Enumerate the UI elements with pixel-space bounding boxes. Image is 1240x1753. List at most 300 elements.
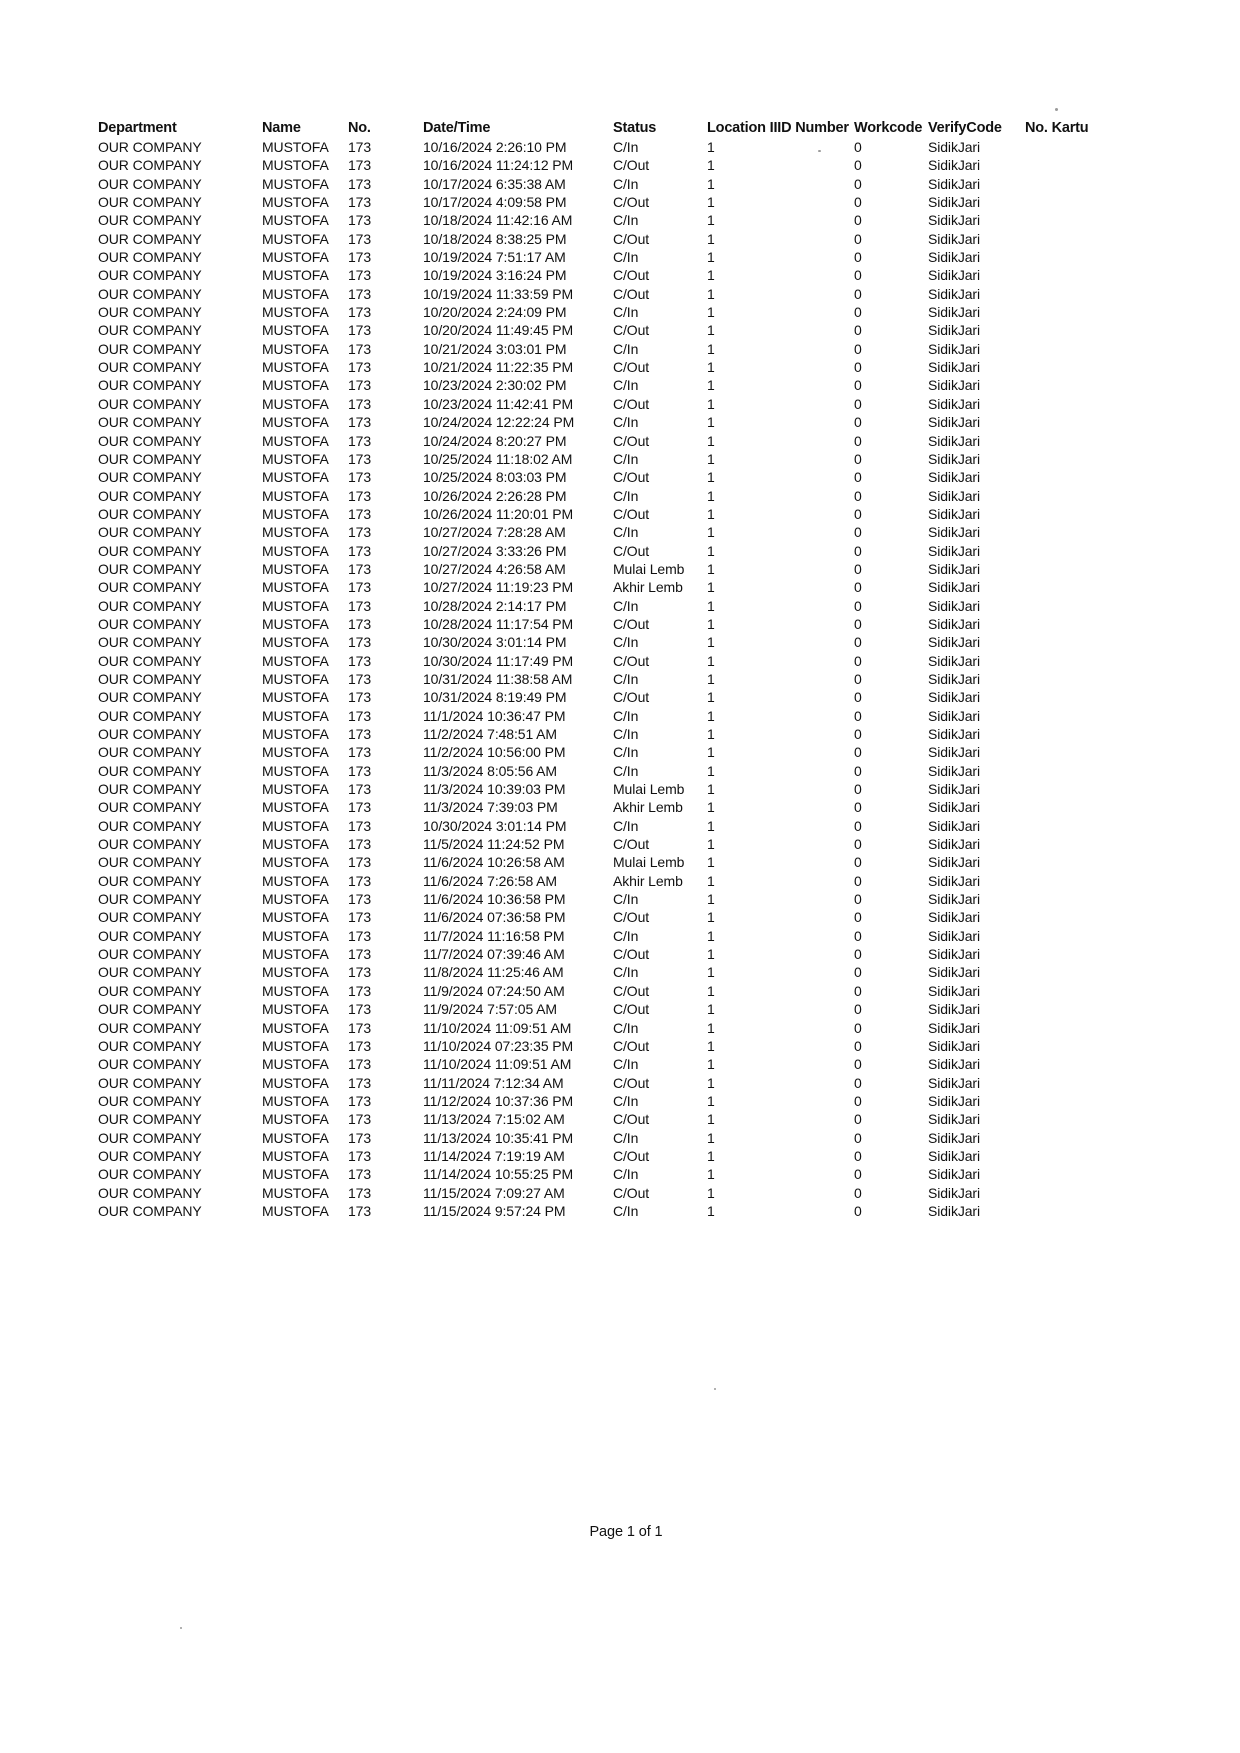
cell-department: OUR COMPANY: [98, 1092, 202, 1109]
cell-name: MUSTOFA: [262, 212, 329, 229]
cell-verifycode: SidikJari: [928, 524, 981, 541]
table-row: [98, 230, 1098, 248]
cell-location-id: 1: [707, 1001, 715, 1018]
cell-verifycode: SidikJari: [928, 964, 981, 981]
cell-workcode: 0: [854, 267, 862, 284]
cell-no-kartu: [1025, 982, 1098, 1000]
cell-datetime: 11/2/2024 7:48:51 AM: [423, 726, 557, 742]
cell-datetime: 10/19/2024 7:51:17 AM: [423, 249, 566, 266]
cell-verifycode: SidikJari: [928, 1147, 981, 1164]
cell-datetime: 11/11/2024 7:12:34 AM: [423, 1074, 564, 1091]
scan-speck: [714, 1388, 716, 1390]
cell-location-id: 1: [707, 1074, 715, 1091]
cell-name: MUSTOFA: [262, 726, 329, 742]
cell-verifycode: SidikJari: [928, 139, 981, 155]
cell-datetime: 10/24/2024 8:20:27 PM: [423, 432, 567, 449]
table-row: [98, 193, 1098, 211]
cell-department: OUR COMPANY: [98, 322, 202, 339]
table-row: [98, 652, 1098, 670]
cell-status: C/In: [613, 249, 639, 266]
cell-department: OUR COMPANY: [98, 670, 202, 687]
page-number-label: Page 1 of 1: [589, 1524, 663, 1540]
table-row: [98, 542, 1098, 560]
cell-no: 173: [348, 891, 372, 908]
cell-workcode: 0: [854, 487, 862, 504]
table-row: [98, 908, 1098, 926]
cell-verifycode: SidikJari: [928, 689, 981, 706]
cell-verifycode: SidikJari: [928, 726, 981, 742]
cell-workcode: 0: [854, 762, 862, 779]
cell-verifycode: SidikJari: [928, 982, 981, 999]
table-row: [98, 1055, 1098, 1073]
cell-department: OUR COMPANY: [98, 597, 202, 614]
cell-workcode: 0: [854, 707, 862, 724]
cell-workcode: 0: [854, 836, 862, 853]
cell-verifycode: SidikJari: [928, 909, 981, 926]
cell-no: 173: [348, 579, 372, 596]
cell-name: MUSTOFA: [262, 707, 329, 724]
cell-name: MUSTOFA: [262, 194, 329, 211]
cell-no: 173: [348, 1184, 372, 1201]
cell-no-kartu: [1025, 945, 1098, 963]
cell-workcode: 0: [854, 340, 862, 357]
cell-verifycode: SidikJari: [928, 340, 981, 357]
cell-status: C/In: [613, 744, 639, 761]
cell-workcode: 0: [854, 1111, 862, 1128]
table-row: [98, 303, 1098, 321]
cell-no-kartu: [1025, 1074, 1098, 1092]
cell-department: OUR COMPANY: [98, 1019, 202, 1036]
cell-workcode: 0: [854, 909, 862, 926]
cell-verifycode: SidikJari: [928, 762, 981, 779]
cell-name: MUSTOFA: [262, 542, 329, 559]
cell-no-kartu: [1025, 1092, 1098, 1110]
cell-no-kartu: [1025, 303, 1098, 321]
cell-no-kartu: [1025, 468, 1098, 486]
cell-verifycode: SidikJari: [928, 1092, 981, 1109]
cell-workcode: 0: [854, 505, 862, 522]
cell-location-id: 1: [707, 652, 715, 669]
cell-workcode: 0: [854, 982, 862, 999]
table-row: [98, 156, 1098, 174]
cell-department: OUR COMPANY: [98, 469, 202, 486]
cell-datetime: 11/9/2024 07:24:50 AM: [423, 982, 565, 999]
cell-verifycode: SidikJari: [928, 652, 981, 669]
cell-no: 173: [348, 652, 372, 669]
cell-status: C/In: [613, 1129, 639, 1146]
cell-verifycode: SidikJari: [928, 744, 981, 761]
cell-no: 173: [348, 597, 372, 614]
cell-status: C/Out: [613, 909, 650, 926]
cell-workcode: 0: [854, 817, 862, 834]
cell-name: MUSTOFA: [262, 1166, 329, 1183]
cell-workcode: 0: [854, 1166, 862, 1183]
cell-location-id: 1: [707, 377, 715, 394]
cell-location-id: 1: [707, 1202, 715, 1219]
cell-verifycode: SidikJari: [928, 670, 981, 687]
cell-workcode: 0: [854, 670, 862, 687]
cell-no: 173: [348, 1202, 372, 1219]
cell-location-id: 1: [707, 414, 715, 431]
cell-department: OUR COMPANY: [98, 212, 202, 229]
cell-status: C/Out: [613, 836, 650, 853]
cell-location-id: 1: [707, 304, 715, 321]
cell-verifycode: SidikJari: [928, 542, 981, 559]
cell-verifycode: SidikJari: [928, 230, 981, 247]
cell-datetime: 11/6/2024 7:26:58 AM: [423, 872, 557, 889]
cell-location-id: 1: [707, 927, 715, 944]
cell-no-kartu: [1025, 560, 1098, 578]
cell-datetime: 11/8/2024 11:25:46 AM: [423, 964, 564, 981]
cell-no-kartu: [1025, 413, 1098, 431]
table-row: [98, 597, 1098, 615]
cell-no: 173: [348, 139, 372, 155]
cell-status: C/Out: [613, 395, 650, 412]
cell-datetime: 10/31/2024 11:38:58 AM: [423, 670, 573, 687]
table-row: [98, 670, 1098, 688]
cell-workcode: 0: [854, 359, 862, 376]
cell-workcode: 0: [854, 560, 862, 577]
cell-department: OUR COMPANY: [98, 1111, 202, 1128]
cell-no-kartu: [1025, 652, 1098, 670]
cell-name: MUSTOFA: [262, 670, 329, 687]
table-row: [98, 340, 1098, 358]
cell-workcode: 0: [854, 1184, 862, 1201]
table-row: [98, 138, 1098, 156]
cell-verifycode: SidikJari: [928, 799, 981, 816]
cell-location-id: 1: [707, 432, 715, 449]
cell-workcode: 0: [854, 322, 862, 339]
cell-department: OUR COMPANY: [98, 1001, 202, 1018]
cell-name: MUSTOFA: [262, 1184, 329, 1201]
cell-department: OUR COMPANY: [98, 524, 202, 541]
table-row: [98, 450, 1098, 468]
cell-department: OUR COMPANY: [98, 689, 202, 706]
cell-no: 173: [348, 1037, 372, 1054]
cell-datetime: 10/21/2024 11:22:35 PM: [423, 359, 574, 376]
cell-no-kartu: [1025, 542, 1098, 560]
cell-location-id: 1: [707, 157, 715, 174]
cell-no-kartu: [1025, 1184, 1098, 1202]
cell-verifycode: SidikJari: [928, 359, 981, 376]
header-location-id-number: Location IIID Number: [707, 120, 849, 136]
header-status: Status: [613, 120, 657, 136]
cell-name: MUSTOFA: [262, 524, 329, 541]
cell-no-kartu: [1025, 1202, 1098, 1220]
cell-no-kartu: [1025, 1110, 1098, 1128]
cell-datetime: 10/30/2024 3:01:14 PM: [423, 817, 567, 834]
cell-datetime: 10/31/2024 8:19:49 PM: [423, 689, 567, 706]
cell-no-kartu: [1025, 908, 1098, 926]
cell-location-id: 1: [707, 322, 715, 339]
cell-status: C/Out: [613, 1147, 650, 1164]
cell-verifycode: SidikJari: [928, 1037, 981, 1054]
cell-department: OUR COMPANY: [98, 432, 202, 449]
cell-verifycode: SidikJari: [928, 304, 981, 321]
table-row: [98, 872, 1098, 890]
cell-no: 173: [348, 359, 372, 376]
cell-department: OUR COMPANY: [98, 377, 202, 394]
cell-department: OUR COMPANY: [98, 836, 202, 853]
cell-no: 173: [348, 762, 372, 779]
table-row: [98, 1202, 1098, 1220]
table-row: [98, 321, 1098, 339]
cell-datetime: 11/1/2024 10:36:47 PM: [423, 707, 566, 724]
cell-no-kartu: [1025, 872, 1098, 890]
cell-no: 173: [348, 982, 372, 999]
cell-verifycode: SidikJari: [928, 212, 981, 229]
cell-department: OUR COMPANY: [98, 652, 202, 669]
cell-datetime: 11/6/2024 10:26:58 AM: [423, 854, 565, 871]
cell-status: Mulai Lemb: [613, 560, 685, 577]
cell-no: 173: [348, 157, 372, 174]
cell-no: 173: [348, 1074, 372, 1091]
cell-department: OUR COMPANY: [98, 854, 202, 871]
cell-name: MUSTOFA: [262, 799, 329, 816]
cell-workcode: 0: [854, 1092, 862, 1109]
cell-name: MUSTOFA: [262, 414, 329, 431]
cell-status: Akhir Lemb: [613, 872, 683, 889]
cell-no: 173: [348, 781, 372, 798]
cell-department: OUR COMPANY: [98, 450, 202, 467]
cell-no: 173: [348, 615, 372, 632]
cell-datetime: 10/19/2024 3:16:24 PM: [423, 267, 567, 284]
cell-location-id: 1: [707, 249, 715, 266]
cell-location-id: 1: [707, 707, 715, 724]
cell-location-id: 1: [707, 964, 715, 981]
cell-datetime: 11/7/2024 07:39:46 AM: [423, 946, 565, 963]
cell-location-id: 1: [707, 194, 715, 211]
cell-location-id: 1: [707, 267, 715, 284]
cell-no-kartu: [1025, 890, 1098, 908]
cell-datetime: 10/25/2024 11:18:02 AM: [423, 450, 573, 467]
cell-verifycode: SidikJari: [928, 927, 981, 944]
table-header: [98, 118, 1098, 138]
cell-workcode: 0: [854, 872, 862, 889]
cell-datetime: 10/30/2024 3:01:14 PM: [423, 634, 567, 651]
cell-name: MUSTOFA: [262, 762, 329, 779]
cell-status: C/In: [613, 377, 639, 394]
cell-no-kartu: [1025, 615, 1098, 633]
cell-status: C/In: [613, 1019, 639, 1036]
cell-location-id: 1: [707, 505, 715, 522]
cell-verifycode: SidikJari: [928, 1019, 981, 1036]
cell-status: C/Out: [613, 285, 650, 302]
cell-verifycode: SidikJari: [928, 615, 981, 632]
table-row: [98, 780, 1098, 798]
cell-department: OUR COMPANY: [98, 1129, 202, 1146]
cell-status: C/In: [613, 817, 639, 834]
cell-no-kartu: [1025, 798, 1098, 816]
cell-status: C/Out: [613, 615, 650, 632]
cell-no-kartu: [1025, 633, 1098, 651]
table-row: [98, 1184, 1098, 1202]
cell-no: 173: [348, 1001, 372, 1018]
cell-verifycode: SidikJari: [928, 469, 981, 486]
cell-status: C/In: [613, 762, 639, 779]
cell-no: 173: [348, 1166, 372, 1183]
cell-no: 173: [348, 249, 372, 266]
cell-no-kartu: [1025, 817, 1098, 835]
cell-name: MUSTOFA: [262, 744, 329, 761]
cell-no: 173: [348, 230, 372, 247]
cell-no-kartu: [1025, 230, 1098, 248]
cell-no-kartu: [1025, 743, 1098, 761]
cell-no-kartu: [1025, 963, 1098, 981]
cell-department: OUR COMPANY: [98, 615, 202, 632]
table-row: [98, 285, 1098, 303]
cell-no: 173: [348, 542, 372, 559]
cell-name: MUSTOFA: [262, 634, 329, 651]
header-name: Name: [262, 120, 301, 136]
cell-verifycode: SidikJari: [928, 1056, 981, 1073]
cell-no: 173: [348, 194, 372, 211]
cell-datetime: 10/27/2024 4:26:58 AM: [423, 560, 566, 577]
cell-no-kartu: [1025, 156, 1098, 174]
cell-no: 173: [348, 212, 372, 229]
cell-name: MUSTOFA: [262, 689, 329, 706]
cell-no: 173: [348, 1019, 372, 1036]
cell-no: 173: [348, 670, 372, 687]
cell-name: MUSTOFA: [262, 285, 329, 302]
cell-department: OUR COMPANY: [98, 1184, 202, 1201]
cell-no-kartu: [1025, 1019, 1098, 1037]
header-no-kartu: No. Kartu: [1025, 120, 1089, 136]
cell-name: MUSTOFA: [262, 432, 329, 449]
cell-location-id: 1: [707, 1166, 715, 1183]
cell-verifycode: SidikJari: [928, 432, 981, 449]
cell-workcode: 0: [854, 946, 862, 963]
cell-workcode: 0: [854, 414, 862, 431]
table-row: [98, 413, 1098, 431]
cell-verifycode: SidikJari: [928, 597, 981, 614]
cell-no-kartu: [1025, 248, 1098, 266]
cell-department: OUR COMPANY: [98, 230, 202, 247]
cell-name: MUSTOFA: [262, 1147, 329, 1164]
cell-no: 173: [348, 322, 372, 339]
cell-location-id: 1: [707, 1019, 715, 1036]
cell-name: MUSTOFA: [262, 579, 329, 596]
cell-no: 173: [348, 909, 372, 926]
cell-no: 173: [348, 854, 372, 871]
cell-name: MUSTOFA: [262, 139, 329, 155]
table-row: [98, 1000, 1098, 1018]
cell-verifycode: SidikJari: [928, 505, 981, 522]
cell-datetime: 11/7/2024 11:16:58 PM: [423, 927, 565, 944]
cell-datetime: 11/6/2024 10:36:58 PM: [423, 891, 566, 908]
cell-name: MUSTOFA: [262, 1001, 329, 1018]
cell-department: OUR COMPANY: [98, 707, 202, 724]
table-row: [98, 798, 1098, 816]
cell-name: MUSTOFA: [262, 946, 329, 963]
cell-status: C/Out: [613, 652, 650, 669]
cell-status: C/In: [613, 1166, 639, 1183]
cell-verifycode: SidikJari: [928, 157, 981, 174]
cell-status: C/Out: [613, 194, 650, 211]
cell-workcode: 0: [854, 964, 862, 981]
cell-no: 173: [348, 304, 372, 321]
cell-no: 173: [348, 799, 372, 816]
cell-name: MUSTOFA: [262, 927, 329, 944]
cell-department: OUR COMPANY: [98, 414, 202, 431]
cell-verifycode: SidikJari: [928, 707, 981, 724]
cell-department: OUR COMPANY: [98, 1166, 202, 1183]
cell-name: MUSTOFA: [262, 560, 329, 577]
cell-name: MUSTOFA: [262, 597, 329, 614]
cell-datetime: 11/13/2024 10:35:41 PM: [423, 1129, 574, 1146]
scan-speck: [1055, 108, 1058, 111]
cell-no: 173: [348, 634, 372, 651]
table-row: [98, 523, 1098, 541]
cell-datetime: 11/3/2024 8:05:56 AM: [423, 762, 557, 779]
cell-verifycode: SidikJari: [928, 194, 981, 211]
header-no: No.: [348, 120, 371, 136]
cell-location-id: 1: [707, 340, 715, 357]
cell-location-id: 1: [707, 524, 715, 541]
cell-status: C/In: [613, 175, 639, 192]
cell-workcode: 0: [854, 194, 862, 211]
cell-location-id: 1: [707, 1129, 715, 1146]
cell-workcode: 0: [854, 597, 862, 614]
cell-verifycode: SidikJari: [928, 322, 981, 339]
cell-status: C/In: [613, 304, 639, 321]
cell-status: C/Out: [613, 1037, 650, 1054]
cell-verifycode: SidikJari: [928, 781, 981, 798]
cell-workcode: 0: [854, 1019, 862, 1036]
header-row: [98, 118, 1098, 138]
cell-status: C/Out: [613, 505, 650, 522]
cell-no-kartu: [1025, 725, 1098, 743]
table-row: [98, 395, 1098, 413]
cell-datetime: 10/30/2024 11:17:49 PM: [423, 652, 574, 669]
cell-workcode: 0: [854, 634, 862, 651]
cell-location-id: 1: [707, 285, 715, 302]
cell-datetime: 10/26/2024 11:20:01 PM: [423, 505, 574, 522]
cell-department: OUR COMPANY: [98, 340, 202, 357]
cell-no: 173: [348, 836, 372, 853]
cell-datetime: 11/10/2024 11:09:51 AM: [423, 1019, 572, 1036]
cell-location-id: 1: [707, 212, 715, 229]
cell-department: OUR COMPANY: [98, 267, 202, 284]
cell-name: MUSTOFA: [262, 982, 329, 999]
cell-location-id: 1: [707, 139, 715, 155]
attendance-table: [98, 118, 1098, 1220]
cell-verifycode: SidikJari: [928, 285, 981, 302]
cell-workcode: 0: [854, 1074, 862, 1091]
cell-datetime: 10/27/2024 11:19:23 PM: [423, 579, 574, 596]
cell-status: C/Out: [613, 1001, 650, 1018]
cell-workcode: 0: [854, 689, 862, 706]
cell-no: 173: [348, 395, 372, 412]
cell-datetime: 10/23/2024 11:42:41 PM: [423, 395, 574, 412]
cell-no: 173: [348, 872, 372, 889]
cell-datetime: 10/16/2024 2:26:10 PM: [423, 139, 567, 155]
cell-datetime: 10/18/2024 11:42:16 AM: [423, 212, 573, 229]
cell-no-kartu: [1025, 1037, 1098, 1055]
cell-name: MUSTOFA: [262, 249, 329, 266]
cell-datetime: 11/3/2024 7:39:03 PM: [423, 799, 558, 816]
cell-department: OUR COMPANY: [98, 927, 202, 944]
cell-name: MUSTOFA: [262, 1056, 329, 1073]
cell-no-kartu: [1025, 578, 1098, 596]
cell-workcode: 0: [854, 395, 862, 412]
cell-name: MUSTOFA: [262, 964, 329, 981]
table-row: [98, 688, 1098, 706]
cell-name: MUSTOFA: [262, 909, 329, 926]
cell-department: OUR COMPANY: [98, 304, 202, 321]
cell-location-id: 1: [707, 597, 715, 614]
cell-status: C/In: [613, 487, 639, 504]
